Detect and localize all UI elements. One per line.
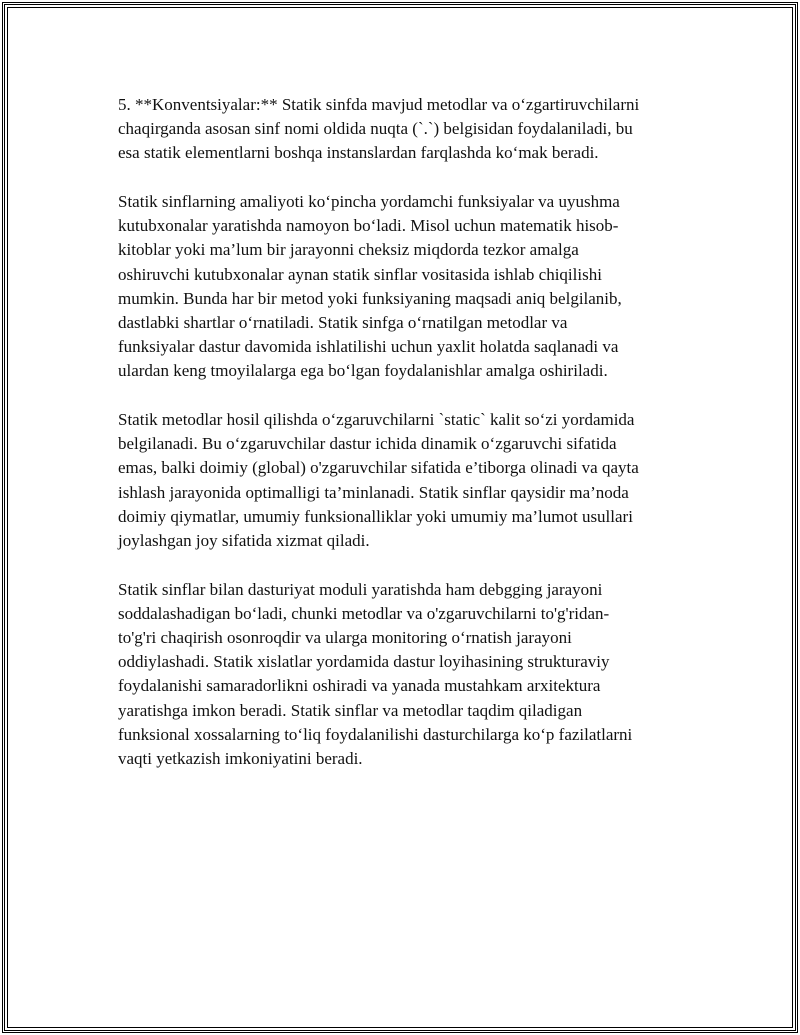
text-line: oddiylashadi. Statik xislatlar yordamida dastur loyihasining strukturaviy bbox=[118, 652, 610, 672]
text-line: ulardan keng tmoyilalarga ega bo‘lgan foydalanishlar amalga oshiriladi. bbox=[118, 361, 608, 381]
paragraph-static-methods bbox=[118, 408, 690, 553]
paragraph-debugging bbox=[118, 578, 690, 772]
text-line: vaqti yetkazish imkoniyatini beradi. bbox=[118, 749, 363, 769]
text-line: foydalanishi samaradorlikni oshiradi va yanada mustahkam arxitektura bbox=[118, 676, 601, 696]
text-line: kitoblar yoki ma’lum bir jarayonni cheksiz miqdorda tezkor amalga bbox=[118, 240, 579, 260]
text-line: mumkin. Bunda har bir metod yoki funksiyaning maqsadi aniq belgilanib, bbox=[118, 288, 622, 308]
text-line: esa statik elementlarni boshqa instanslardan farqlashda ko‘mak beradi. bbox=[118, 143, 599, 163]
document-body bbox=[118, 93, 690, 796]
text-line: ishlash jarayonida optimalligi ta’minlanadi. Statik sinflar qaysidir ma’noda bbox=[118, 482, 629, 502]
text-line: kutubxonalar yaratishda namoyon bo‘ladi. Misol uchun matematik hisob- bbox=[118, 216, 619, 236]
text-line: yaratishga imkon beradi. Statik sinflar va metodlar taqdim qiladigan bbox=[118, 700, 583, 720]
text-line: emas, balki doimiy (global) o'zgaruvchilar sifatida e’tiborga olinadi va qayta bbox=[118, 458, 639, 478]
text-line: oshiruvchi kutubxonalar aynan statik sinflar vositasida ishlab chiqilishi bbox=[118, 264, 602, 284]
text-line: funksional xossalarning to‘liq foydalanilishi dasturchilarga ko‘p fazilatlarni bbox=[118, 724, 633, 744]
text-line: belgilanadi. Bu o‘zgaruvchilar dastur ichida dinamik o‘zgaruvchi sifatida bbox=[118, 434, 617, 454]
text-line: dastlabki shartlar o‘rnatiladi. Statik sinfga o‘rnatilgan metodlar va bbox=[118, 313, 568, 333]
paragraph-practice bbox=[118, 190, 690, 384]
paragraph-conventions bbox=[118, 93, 690, 166]
text-line: Statik sinflarning amaliyoti ko‘pincha yordamchi funksiyalar va uyushma bbox=[118, 192, 620, 211]
text-line: soddalashadigan bo‘ladi, chunki metodlar va o'zgaruvchilarni to'g'ridan- bbox=[118, 603, 610, 623]
text-line: Statik metodlar hosil qilishda o‘zgaruvchilarni `static` kalit so‘zi yordamida bbox=[118, 410, 635, 430]
text-line: chaqirganda asosan sinf nomi oldida nuqta (`.`) belgisidan foydalaniladi, bu bbox=[118, 119, 633, 139]
text-line: joylashgan joy sifatida xizmat qiladi. bbox=[118, 531, 370, 551]
text-line: doimiy qiymatlar, umumiy funksionalliklar yoki umumiy ma’lumot usullari bbox=[118, 506, 633, 526]
text-line: Statik sinflar bilan dasturiyat moduli yaratishda ham debgging jarayoni bbox=[118, 579, 603, 599]
text-line: funksiyalar dastur davomida ishlatilishi uchun yaxlit holatda saqlanadi va bbox=[118, 337, 619, 357]
text-line: 5. **Konventsiyalar:** Statik sinfda mavjud metodlar va o‘zgartiruvchilarni bbox=[118, 95, 640, 114]
text-line: to'g'ri chaqirish osonroqdir va ularga monitoring o‘rnatish jarayoni bbox=[118, 628, 572, 648]
